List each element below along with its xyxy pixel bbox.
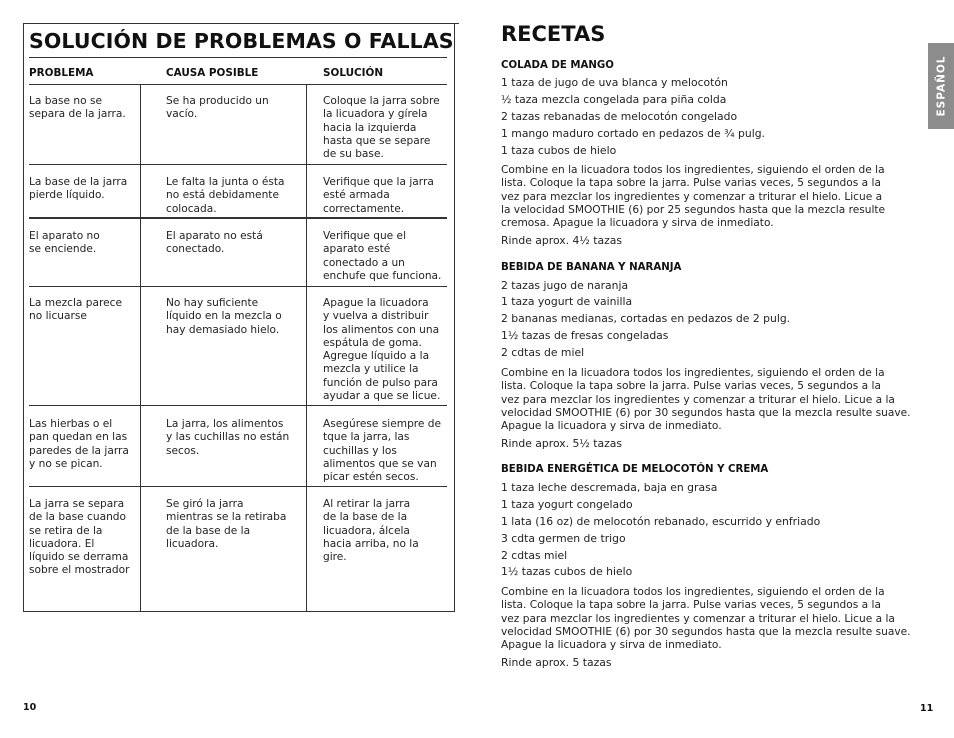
recipe-name: BEBIDA DE BANANA Y NARANJA	[501, 262, 682, 273]
header-problem: PROBLEMA	[29, 67, 94, 79]
table-cell-solution: Coloque la jarra sobre la licuadora y gírela hacia la izquierda hasta que se separe de su base.	[323, 95, 440, 161]
recipes-title: RECETAS	[501, 22, 606, 46]
ingredient: 1 taza leche descremada, baja en grasa	[501, 481, 718, 494]
page-number-right: 11	[920, 703, 934, 714]
table-cell-solution: Asegúrese siempre de tque la jarra, las cuchillas y los alimentos que se van picar estén secos.	[323, 418, 442, 484]
ingredient: 3 cdta germen de trigo	[501, 532, 626, 545]
table-cell-cause: Se ha producido un vacío.	[166, 95, 269, 121]
table-cell-solution: Apague la licuadora y vuelva a distribuir los alimentos con una espátula de goma. Agregue líquido a la mezcla y utilice la función de pulso para ayudar a que se licue.	[323, 297, 441, 403]
recipe-name: BEBIDA ENERGÉTICA DE MELOCOTÓN Y CREMA	[501, 464, 769, 475]
troubleshooting-title: SOLUCIÓN DE PROBLEMAS O FALLAS	[29, 29, 454, 53]
table-cell-problem: La base no se separa de la jarra.	[29, 95, 126, 121]
row-divider	[29, 286, 447, 287]
ingredient: 2 cdtas de miel	[501, 346, 585, 359]
title-rule	[29, 57, 447, 58]
table-cell-problem: La mezcla parece no licuarse	[29, 297, 122, 323]
ingredient: 1 taza de jugo de uva blanca y melocotón	[501, 76, 728, 89]
ingredient: 2 tazas jugo de naranja	[501, 279, 629, 292]
header-cause: CAUSA POSIBLE	[166, 67, 259, 79]
header-solution: SOLUCIÓN	[323, 67, 384, 79]
language-tab-label: ESPAÑOL	[935, 55, 947, 117]
recipe-instructions: Combine en la licuadora todos los ingredientes, siguiendo el orden de la lista. Coloque la tapa sobre la jarra. Pulse varias veces, 5 segundos a la vez para mezclar los ingredientes y comenzar a triturar el hielo. Licue a la velocidad SMOOTHIE (6) por 25 segundos hasta que la mezcla resulte cremosa. Apague la licuadora y sirva de inmediato.	[501, 164, 886, 230]
recipe-yield: Rinde aprox. 5 tazas	[501, 656, 612, 669]
row-divider	[29, 217, 447, 219]
language-tab	[928, 43, 954, 129]
recipe-yield: Rinde aprox. 4½ tazas	[501, 234, 622, 247]
table-cell-cause: La jarra, los alimentos y las cuchillas no están secos.	[166, 418, 290, 457]
header-rule	[29, 84, 447, 85]
ingredient: 1 taza cubos de hielo	[501, 144, 617, 157]
table-cell-problem: La base de la jarra pierde líquido.	[29, 176, 128, 202]
table-cell-cause: Le falta la junta o ésta no está debidamente colocada.	[166, 176, 285, 215]
table-cell-problem: Las hierbas o el pan quedan en las paredes de la jarra y no se pican.	[29, 418, 129, 470]
ingredient: 2 bananas medianas, cortadas en pedazos de 2 pulg.	[501, 312, 791, 325]
ingredient: 1½ tazas cubos de hielo	[501, 565, 633, 578]
recipe-name: COLADA DE MANGO	[501, 60, 614, 71]
ingredient: 2 tazas rebanadas de melocotón congelado	[501, 110, 738, 123]
table-cell-cause: No hay suficiente líquido en la mezcla o hay demasiado hielo.	[166, 297, 282, 336]
ingredient: 1 taza yogurt de vainilla	[501, 295, 633, 308]
table-cell-solution: Al retirar la jarra de la base de la licuadora, álcela hacia arriba, no la gire.	[323, 498, 419, 564]
table-cell-problem: La jarra se separa de la base cuando se retira de la licuadora. El líquido se derrama sobre el mostrador	[29, 498, 130, 577]
recipe-yield: Rinde aprox. 5½ tazas	[501, 437, 622, 450]
table-cell-problem: El aparato no se enciende.	[29, 230, 100, 256]
table-cell-cause: Se giró la jarra mientras se la retiraba de la base de la licuadora.	[166, 498, 287, 550]
ingredient: 1 lata (16 oz) de melocotón rebanado, escurrido y enfriado	[501, 515, 821, 528]
row-divider	[29, 405, 447, 406]
table-cell-solution: Verifique que la jarra esté armada correctamente.	[323, 176, 434, 215]
table-cell-solution: Verifique que el aparato esté conectado a un enchufe que funciona.	[323, 230, 442, 282]
ingredient: 1 mango maduro cortado en pedazos de ¾ pulg.	[501, 127, 765, 140]
page-number-left: 10	[23, 702, 37, 713]
row-divider	[29, 164, 447, 165]
ingredient: 2 cdtas miel	[501, 549, 568, 562]
ingredient: ½ taza mezcla congelada para piña colda	[501, 93, 727, 106]
ingredient: 1 taza yogurt congelado	[501, 498, 633, 511]
ingredient: 1½ tazas de fresas congeladas	[501, 329, 669, 342]
table-cell-cause: El aparato no está conectado.	[166, 230, 263, 256]
recipe-instructions: Combine en la licuadora todos los ingredientes, siguiendo el orden de la lista. Coloque la tapa sobre la jarra. Pulse varias veces, 5 segundos a la vez para mezclar los ingredientes y comenzar a triturar el hielo. Licue a la velocidad SMOOTHIE (6) por 30 segundos hasta que la mezcla resulte suave. Apague la licuadora y sirva de inmediato.	[501, 367, 911, 433]
recipe-instructions: Combine en la licuadora todos los ingredientes, siguiendo el orden de la lista. Coloque la tapa sobre la jarra. Pulse varias veces, 5 segundos a la vez para mezclar los ingredientes y comenzar a triturar el hielo. Licue a la velocidad SMOOTHIE (6) por 30 segundos hasta que la mezcla resulte suave. Apague la licuadora y sirva de inmediato.	[501, 586, 911, 652]
row-divider	[29, 486, 447, 487]
frame-corner-tick	[455, 23, 459, 24]
